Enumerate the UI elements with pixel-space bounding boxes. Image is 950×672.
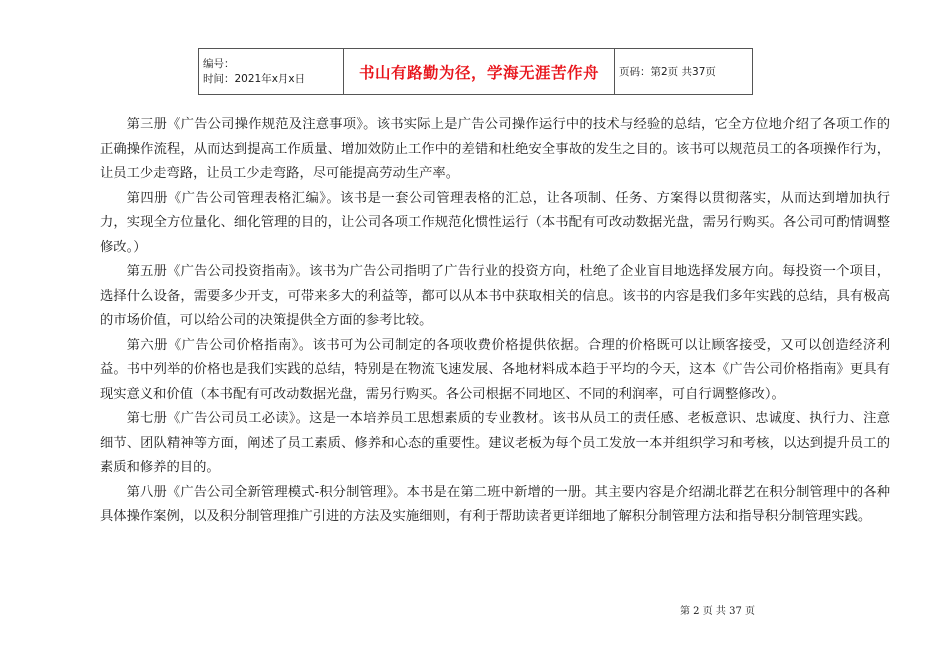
paragraph-volume-6: 第六册《广告公司价格指南》。该书可为公司制定的各项收费价格提供依据。合理的价格既可以让顾客接受，又可以创造经济利益。书中列举的价格也是我们实践的总结，特别是在物流飞速发展、各地材料成本趋于平均的今天，这本《广告公司价格指南》更具有现实意义和价值（本书配有可改动数据光盘，需另行购买。各公司根据不同地区、不同的利润率，可自行调整修改）。: [100, 337, 890, 402]
paragraph-volume-7: 第七册《广告公司员工必读》。这是一本培养员工思想素质的专业教材。该书从员工的责任感、老板意识、忠诚度、执行力、注意细节、团队精神等方面，阐述了员工素质、修养和心态的重要性。建议老板为每个员工发放一本并组织学习和考核，以达到提升员工的素质和修养的目的。: [100, 411, 890, 475]
paragraph-volume-5: 第五册《广告公司投资指南》。该书为广告公司指明了广告行业的投资方向，杜绝了企业盲目地选择发展方向。每投资一个项目，选择什么设备，需要多少开支，可带来多大的利益等，都可以从本书中获取相关的信息。该书的内容是我们多年实践的总结，具有极高的市场价值，可以给公司的决策提供全方面的参考比较。: [100, 264, 890, 328]
header-page-code: 页码：第2页 共37页: [615, 49, 753, 95]
paragraph-volume-4: 第四册《广告公司管理表格汇编》。该书是一套公司管理表格的汇总，让各项制、任务、方案得以贯彻落实，从而达到增加执行力，实现全方位量化、细化管理的目的，让公司各项工作规范化惯性运行（本书配有可改动数据光盘，需另行购买。各公司可酌情调整修改。）: [100, 190, 890, 255]
paragraph-volume-8: 第八册《广告公司全新管理模式-积分制管理》。本书是在第二班中新增的一册。其主要内容是介绍湖北群艺在积分制管理中的各种具体操作案例，以及积分制管理推广引进的方法及实施细则，有利于帮助读者更详细地了解积分制管理方法和指导积分制管理实践。: [100, 484, 890, 524]
document-header: [198, 48, 753, 95]
page-footer: 第 2 页 共 37 页: [680, 606, 755, 617]
document-number-label: 编号：: [203, 57, 235, 70]
paragraph-volume-3: 第三册《广告公司操作规范及注意事项》。该书实际上是广告公司操作运行中的技术与经验的总结，它全方位地介绍了各项工作的正确操作流程，从而达到提高工作质量、增加效防止工作中的差错和杜绝安全事故的发生之目的。该书可以规范员工的各项操作行为，让员工少走弯路，让员工少走弯路，尽可能提高劳动生产率。: [100, 117, 890, 181]
header-meta-cell: [199, 49, 344, 95]
document-body: [100, 113, 890, 530]
header-slogan: 书山有路勤为径，学海无涯苦作舟: [344, 49, 615, 95]
document-time-label: 时间：2021年x月x日: [203, 72, 306, 85]
